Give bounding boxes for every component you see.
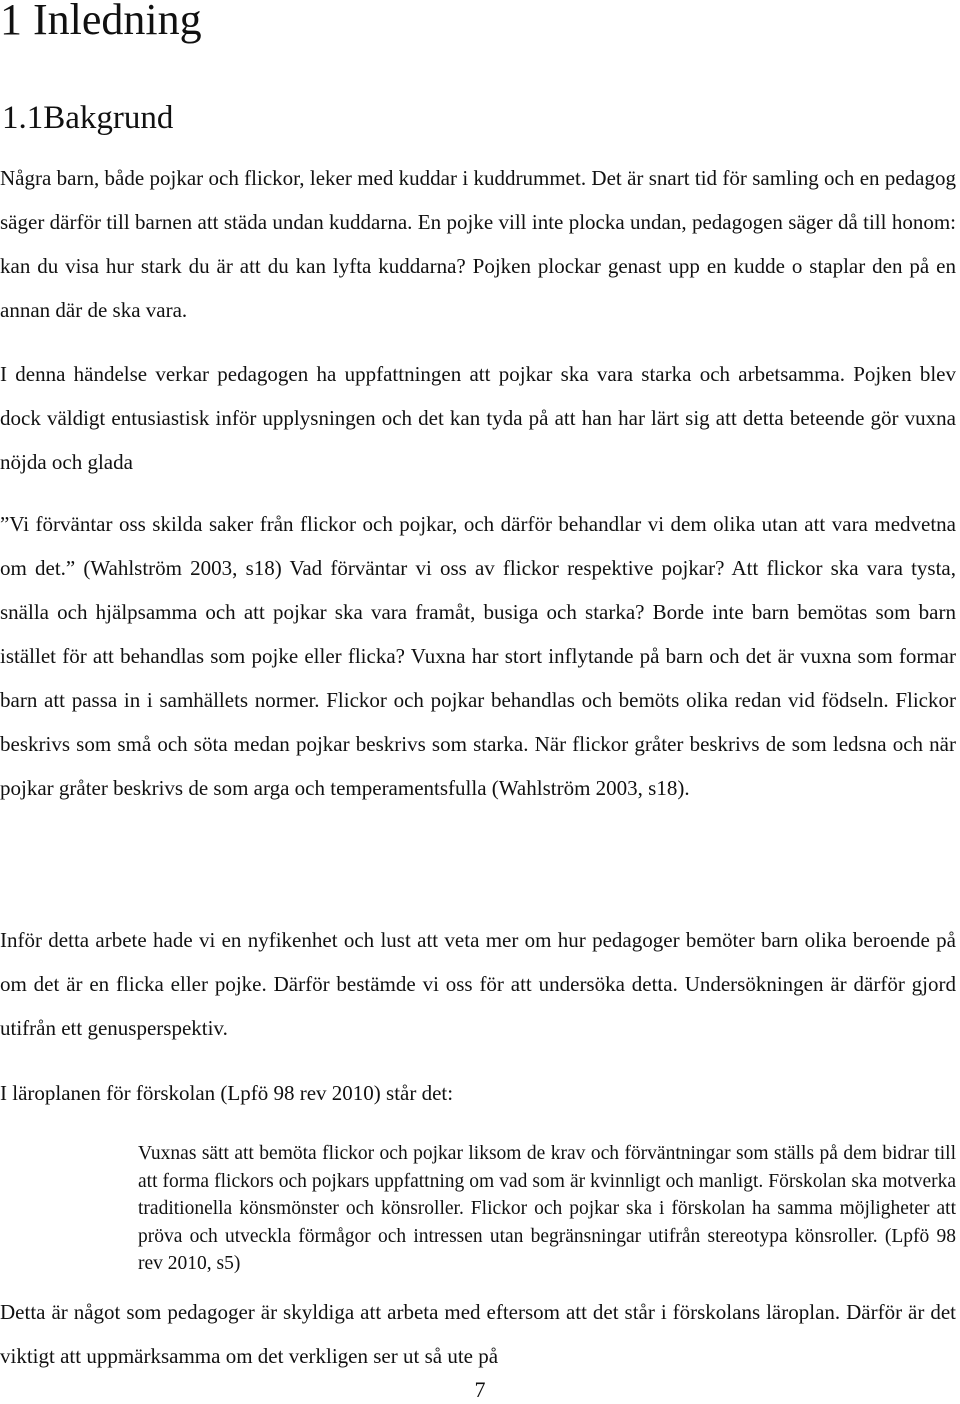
block-quote: Vuxnas sätt att bemöta flickor och pojkar liksom de krav och förväntningar som ställs på dem bidrar till att forma flickors och pojkars uppfattning om vad som är kvinnligt och manligt. Förskolan ska motverka traditionella könsmönster och könsroller. Flickor och pojkar ska i förskolan ha samma möjligheter att pröva och utveckla förmågor och intressen utan begränsningar utifrån stereotypa könsroller. (Lpfö 98 rev 2010, s5) xyxy=(138,1143,956,1274)
paragraph-interpretation: I denna händelse verkar pedagogen ha uppfattningen att pojkar ska vara starka och arbetsamma. Pojken blev dock väldigt entusiastisk inför upplysningen och det kan tyda på att han har lärt sig att detta beteende gör vuxna nöjda och glada xyxy=(0,362,956,474)
page-number: 7 xyxy=(474,1377,486,1402)
chapter-heading: 1 Inledning xyxy=(0,0,202,44)
paragraph-curriculum-intro: I läroplanen för förskolan (Lpfö 98 rev 2010) står det: xyxy=(0,1081,454,1105)
section-heading: 1.1Bakgrund xyxy=(2,100,174,136)
paragraph-expectations: ”Vi förväntar oss skilda saker från flickor och pojkar, och därför behandlar vi dem olika utan att vara medvetna om det.” (Wahlström 2003, s18) Vad förväntar vi oss av flickor respektive pojkar? Att flickor ska vara tysta, snälla och hjälpsamma och att pojkar ska vara framåt, busiga och starka? Borde inte barn bemötas som barn istället för att behandlas som pojke eller flicka? Vuxna har stort inflytande på barn och det är vuxna som formar barn att passa in i samhällets normer. Flickor och pojkar behandlas och bemöts olika redan vid födseln. Flickor beskrivs som små och söta medan pojkar beskrivs som starka. När flickor gråter beskrivs de som ledsna och när pojkar gråter beskrivs de som arga och temperamentsfulla (Wahlström 2003, s18). xyxy=(0,512,956,800)
paragraph-purpose: Inför detta arbete hade vi en nyfikenhet och lust att veta mer om hur pedagoger bemöter barn olika beroende på om det är en flicka eller pojke. Därför bestämde vi oss för att undersöka detta. Undersökningen är därför gjord utifrån ett genusperspektiv. xyxy=(0,928,956,1040)
paragraph-intro: Några barn, både pojkar och flickor, leker med kuddar i kuddrummet. Det är snart tid för samling och en pedagog säger därför till barnen att städa undan kuddarna. En pojke vill inte plocka undan, pedagogen säger då till honom: kan du visa hur stark du är att du kan lyfta kuddarna? Pojken plockar genast upp en kudde o staplar den på en annan där de ska vara. xyxy=(0,166,956,322)
paragraph-conclusion: Detta är något som pedagoger är skyldiga att arbeta med eftersom att det står i förskolans läroplan. Därför är det viktigt att uppmärksamma om det verkligen ser ut så ute på xyxy=(0,1300,956,1368)
